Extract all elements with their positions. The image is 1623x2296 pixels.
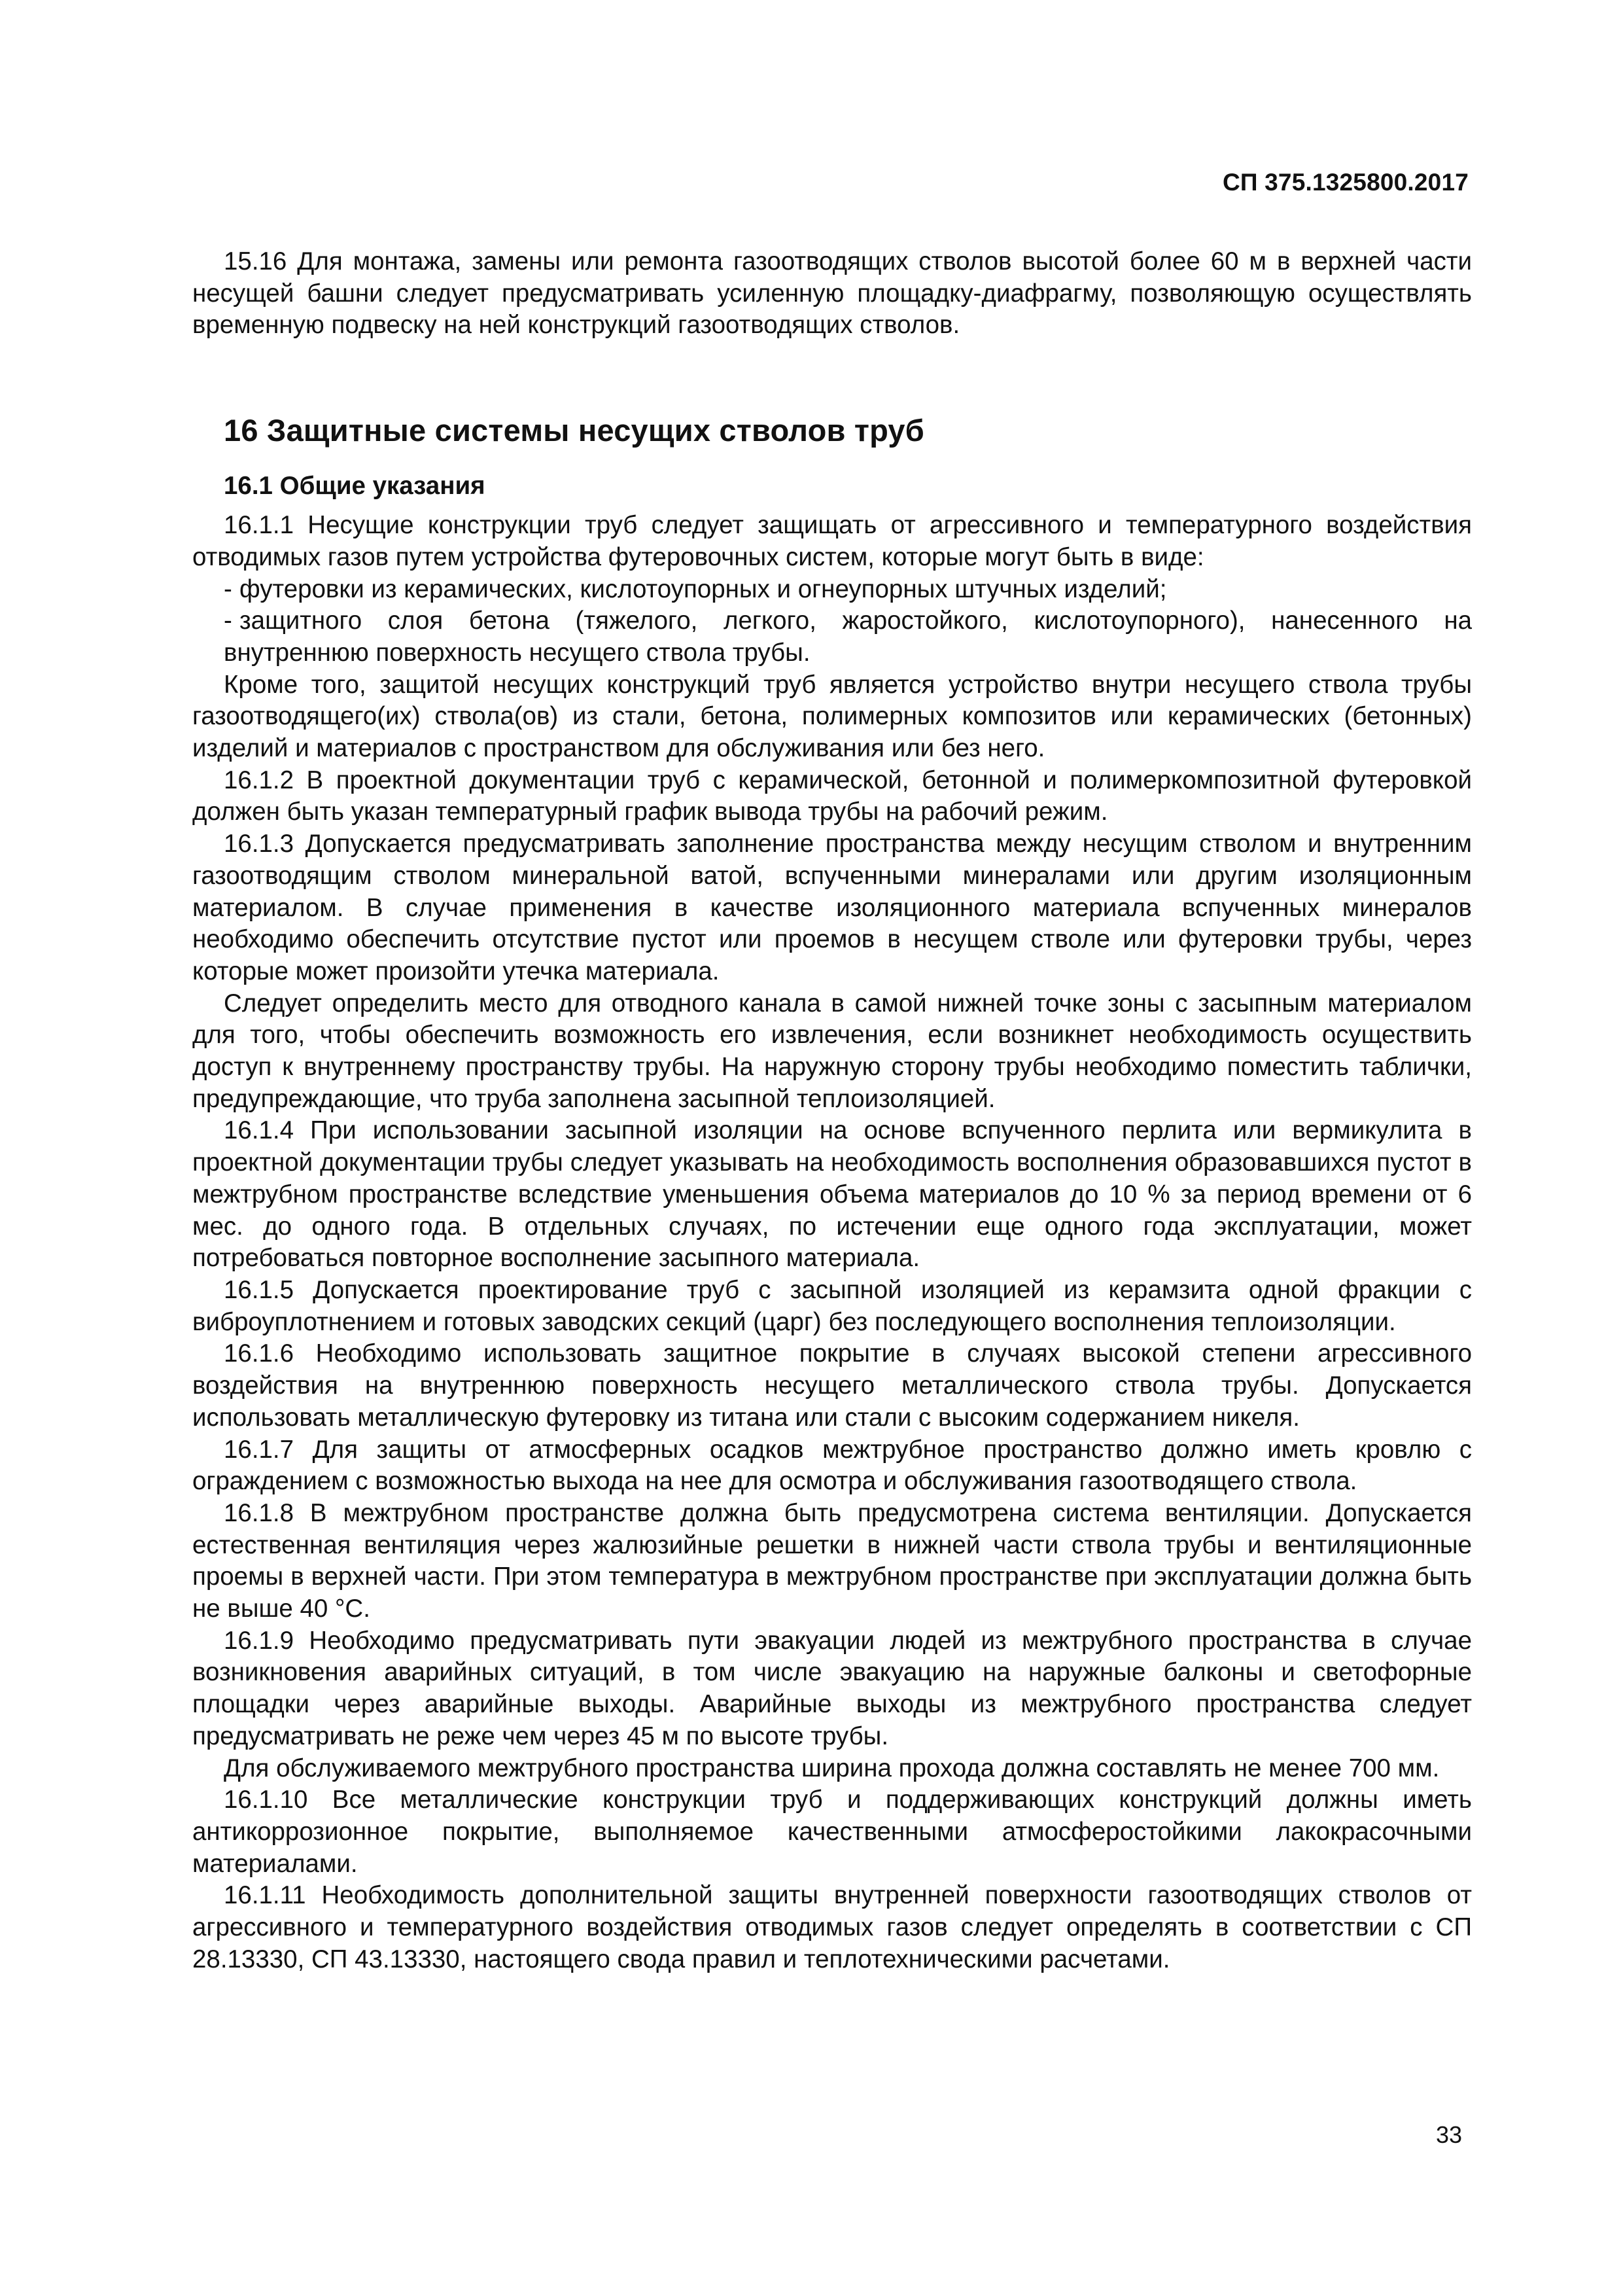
list-item-concrete-layer (192, 605, 1472, 669)
subsection-title: 16.1 Общие указания (224, 472, 485, 501)
paragraph-16-1-3-continued: Следует определить место для отводного канала в самой нижней точке зоны с засыпным материалом для того, чтобы обеспечить возможность его извлечения, если возникнет необходимость осуществить доступ к внутреннему пространству трубы. На наружную сторону трубы необходимо поместить таблички, предупреждающие, что труба заполнена засыпной теплоизоляцией. (192, 989, 1472, 1113)
paragraph-16-1-5: 16.1.5 Допускается проектирование труб с засыпной изоляцией из керамзита одной фракции с виброуплотнением и готовых заводских секций (царг) без последующего восполнения теплоизоляции. (192, 1275, 1472, 1336)
paragraph-16-1-2: 16.1.2 В проектной документации труб с керамической, бетонной и полимеркомпозитной футеровкой должен быть указан температурный график вывода трубы на рабочий режим. (192, 766, 1472, 826)
paragraph-16-1-7: 16.1.7 Для защиты от атмосферных осадков межтрубное пространство должно иметь кровлю с ограждением с возможностью выхода на нее для осмотра и обслуживания газоотводящего ствола. (192, 1435, 1472, 1496)
paragraph-15-16: 15.16 Для монтажа, замены или ремонта газоотводящих стволов высотой более 60 м в верхней части несущей башни следует предусматривать усиленную площадку-диафрагму, позволяющую осуществлять временную подвеску на ней конструкций газоотводящих стволов. (192, 247, 1472, 340)
paragraph-16-1-3: 16.1.3 Допускается предусматривать заполнение пространства между несущим стволом и внутренним газоотводящим стволом минеральной ватой, вспученными минералами или другим изоляционным материалом. В случае применения в качестве изоляционного материала вспученных минералов необходимо обеспечить отсутствие пустот или проемов в несущем стволе или футеровки трубы, через которые может произойти утечка материала. (192, 830, 1472, 985)
paragraph-16-1-1: 16.1.1 Несущие конструкции труб следует защищать от агрессивного и температурного воздействия отводимых газов путем устройства футеровочных систем, которые могут быть в виде: (192, 511, 1472, 571)
paragraph-16-1-9-continued: Для обслуживаемого межтрубного пространства ширина прохода должна составлять не менее 700 мм. (224, 1754, 1440, 1782)
paragraph-16-1-1-continued: Кроме того, защитой несущих конструкций труб является устройство внутри несущего ствола трубы газоотводящего(их) ствола(ов) из стали, бетона, полимерных композитов или керамических (бетонных) изделий и материалов с пространством для обслуживания или без него. (192, 670, 1472, 763)
document-body (192, 246, 1472, 1975)
list-item-lining (192, 574, 1472, 606)
paragraph-16-1-8: 16.1.8 В межтрубном пространстве должна быть предусмотрена система вентиляции. Допускается естественная вентиляция через жалюзийные решетки в нижней части ствола трубы и вентиляционные проемы в верхней части. При этом температура в межтрубном пространстве при эксплуатации должна быть не выше 40 °С. (192, 1498, 1472, 1623)
document-code-header: СП 375.1325800.2017 (1222, 169, 1469, 196)
paragraph-16-1-11: 16.1.11 Необходимость дополнительной защиты внутренней поверхности газоотводящих стволов от агрессивного и температурного воздействия отводимых газов следует определять в соответствии с СП 28.13330, СП 43.13330, настоящего свода правил и теплотехническими расчетами. (192, 1881, 1472, 1973)
dash-marker: - (224, 574, 232, 603)
paragraph-16-1-4: 16.1.4 При использовании засыпной изоляции на основе вспученного перлита или вермикулита в проектной документации трубы следует указывать на необходимость восполнения образовавшихся пустот в межтрубном пространстве вследствие уменьшения объема материалов до 10 % за период времени от 6 мес. до одного года. В отдельных случаях, по истечении еще одного года эксплуатации, может потребоваться повторное восполнение засыпного материала. (192, 1116, 1472, 1273)
page-number: 33 (1435, 2121, 1462, 2148)
paragraph-16-1-9: 16.1.9 Необходимо предусматривать пути эвакуации людей из межтрубного пространства в случае возникновения аварийных ситуаций, в том числе эвакуацию на наружные балконы и светофорные площадки через аварийные выходы. Аварийные выходы из межтрубного пространства следует предусматривать не реже чем через 45 м по высоте трубы. (192, 1626, 1472, 1750)
section-title: 16 Защитные системы несущих стволов труб (224, 413, 924, 448)
dash-marker: - (224, 607, 232, 635)
list-item-text: футеровки из керамических, кислотоупорных и огнеупорных штучных изделий; (239, 574, 1167, 603)
paragraph-16-1-6: 16.1.6 Необходимо использовать защитное покрытие в случаях высокой степени агрессивного воздействия на внутреннюю поверхность несущего металлического ствола трубы. Допускается использовать металлическую футеровку из титана или стали с высоким содержанием никеля. (192, 1339, 1472, 1432)
paragraph-16-1-10: 16.1.10 Все металлические конструкции труб и поддерживающих конструкций должны иметь антикоррозионное покрытие, выполняемое качественными атмосферостойкими лакокрасочными материалами. (192, 1786, 1472, 1878)
list-item-text: защитного слоя бетона (тяжелого, легкого, жаростойкого, кислотоупорного), нанесенного на внутреннюю поверхность несущего ствола трубы. (224, 607, 1472, 667)
